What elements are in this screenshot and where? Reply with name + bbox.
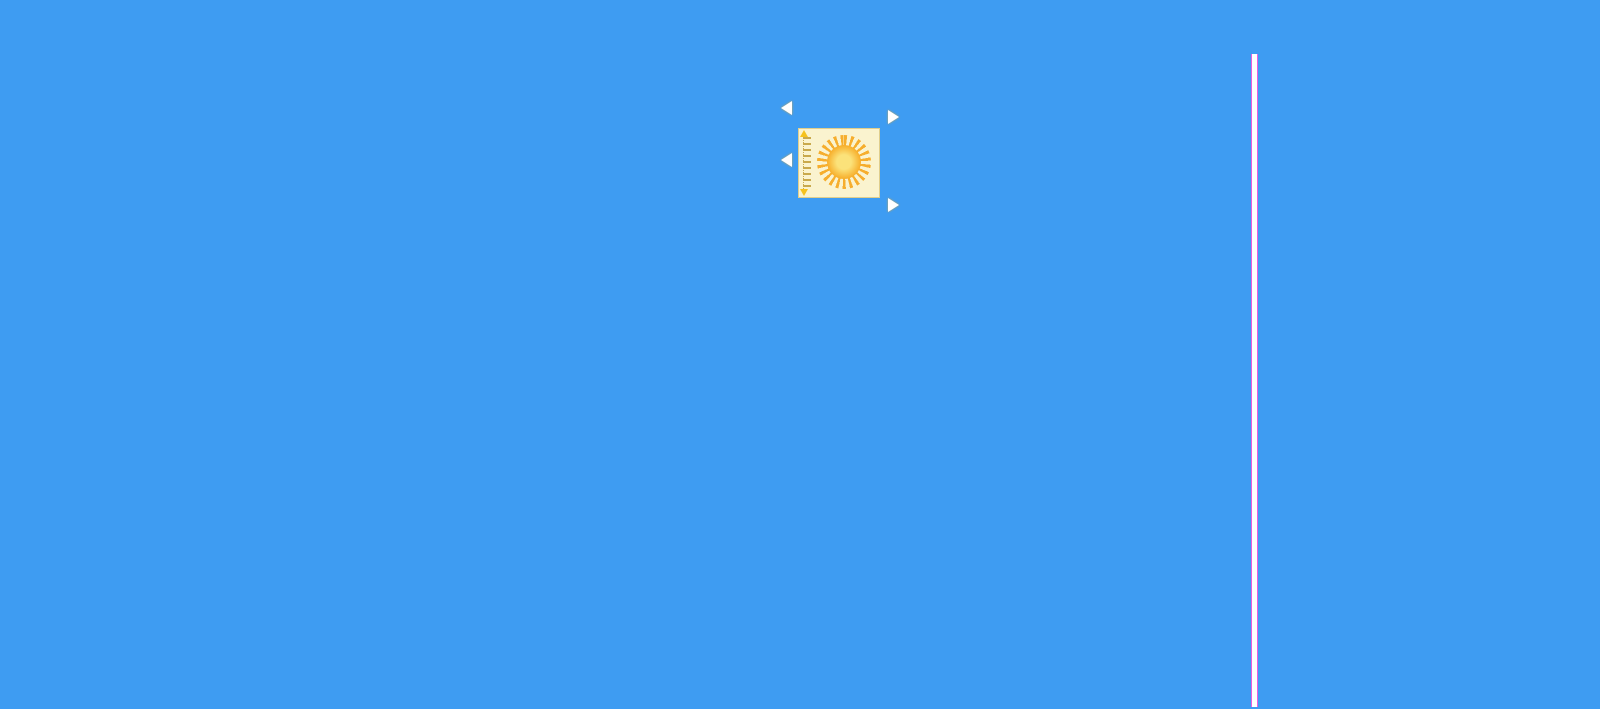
descend-label (799, 189, 808, 196)
descend-arrow-icon (800, 189, 808, 196)
ascend-label (799, 130, 808, 137)
chain-line (1251, 54, 1258, 707)
ascend-descend-ladder (803, 137, 811, 189)
right-arrow-icon (888, 198, 899, 212)
left-arrow-icon (781, 153, 792, 167)
left-arrow-icon (781, 101, 792, 115)
sun-core (827, 145, 861, 179)
sun-panel (798, 128, 880, 198)
ascend-arrow-icon (800, 130, 808, 137)
sun-icon (817, 135, 871, 189)
right-arrow-icon (888, 110, 899, 124)
